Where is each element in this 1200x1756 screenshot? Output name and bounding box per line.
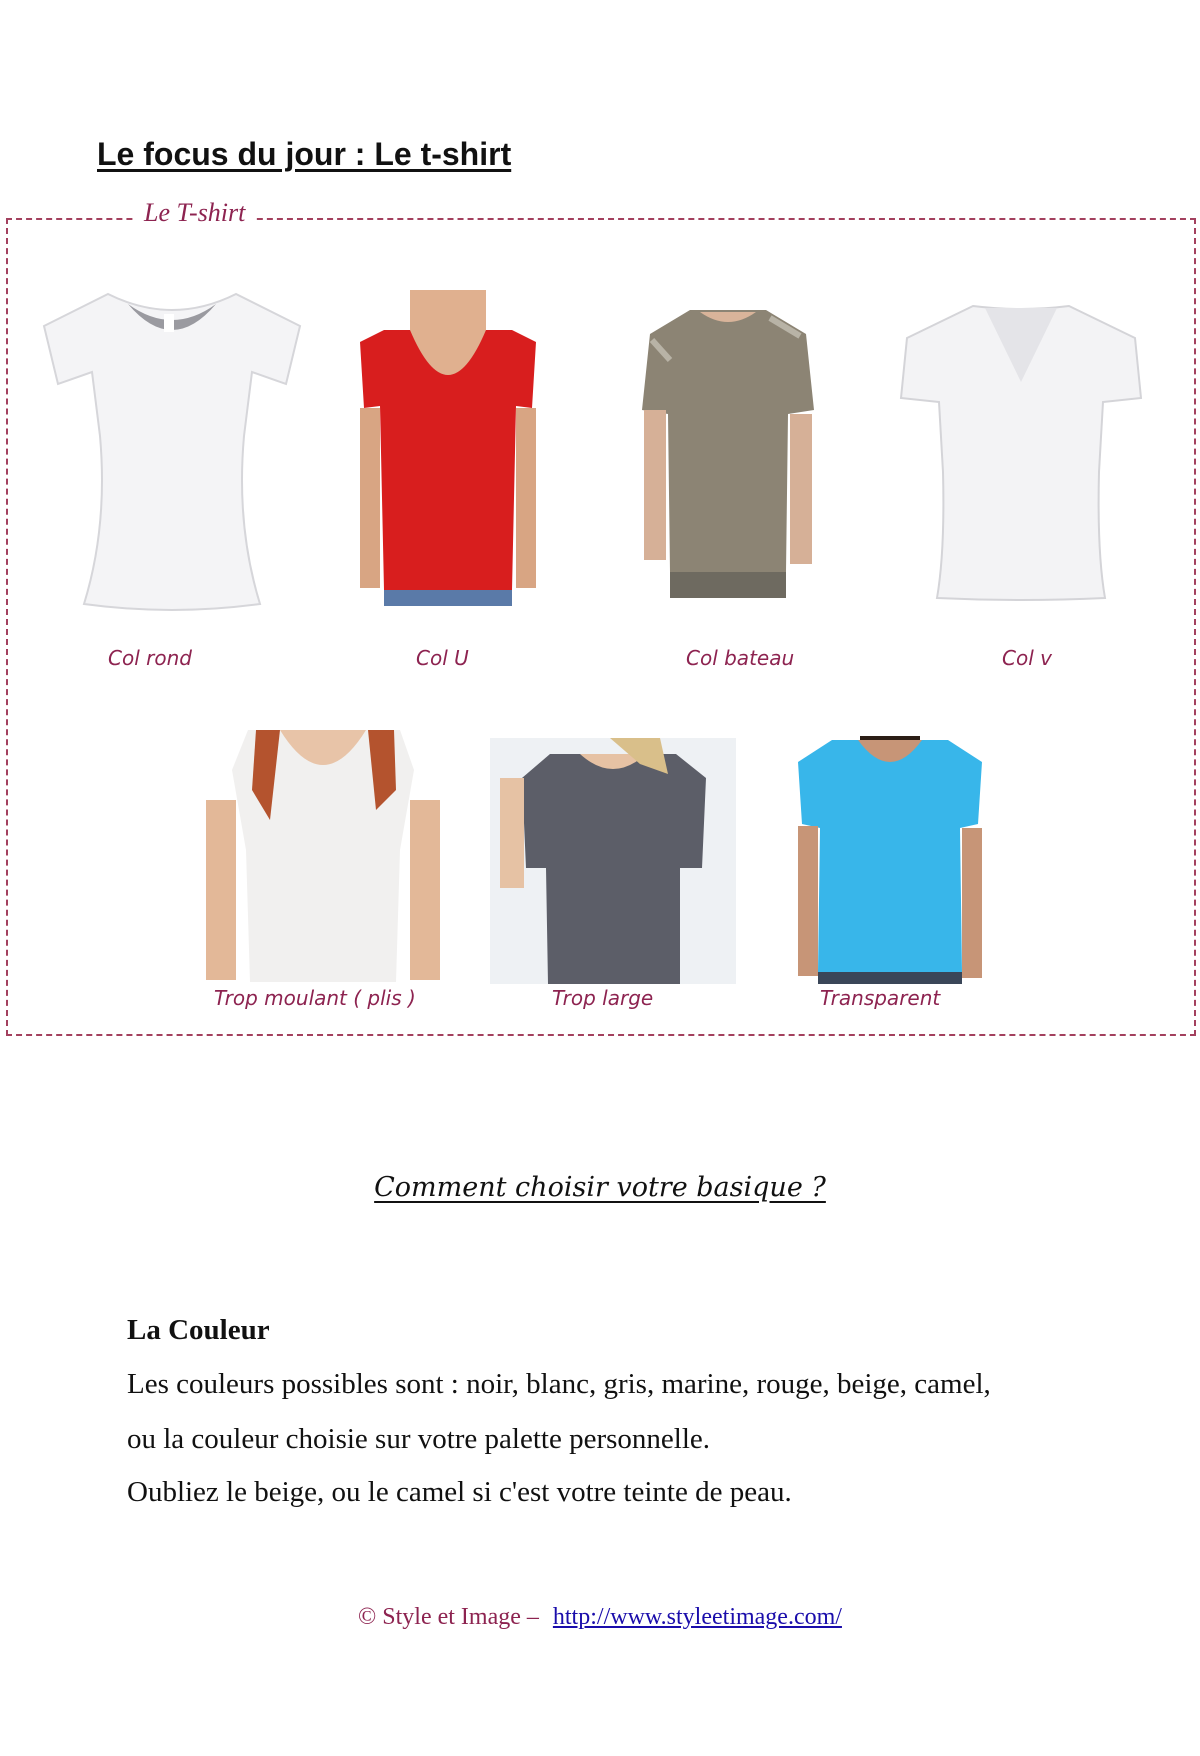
- photo-trop-large: [490, 738, 736, 984]
- photo-col-rond: [38, 286, 306, 614]
- paragraph-line: Les couleurs possibles sont : noir, blanc, gris, marine, rouge, beige, camel,: [127, 1368, 991, 1400]
- photo-trop-moulant: [200, 730, 446, 982]
- copyright-text: © Style et Image –: [358, 1604, 539, 1630]
- caption-transparent: Transparent: [820, 986, 941, 1010]
- paragraph-line: Oubliez le beige, ou le camel si c'est votre teinte de peau.: [127, 1476, 792, 1508]
- caption-trop-moulant: Trop moulant ( plis ): [214, 986, 416, 1010]
- page-title: Le focus du jour : Le t-shirt: [97, 136, 512, 172]
- website-link[interactable]: http://www.styleetimage.com/: [552, 1604, 842, 1630]
- photo-col-bateau: [640, 310, 816, 600]
- subsection-heading: La Couleur: [127, 1314, 270, 1346]
- caption-col-rond: Col rond: [108, 646, 192, 670]
- photo-col-v: [895, 302, 1147, 602]
- frame-legend: Le T-shirt: [134, 198, 255, 228]
- section-heading: Comment choisir votre basique ?: [374, 1172, 826, 1203]
- photo-transparent: [790, 736, 990, 986]
- caption-trop-large: Trop large: [552, 986, 654, 1010]
- footer: [0, 1604, 1200, 1631]
- paragraph-line: ou la couleur choisie sur votre palette personnelle.: [127, 1423, 711, 1455]
- caption-col-bateau: Col bateau: [686, 646, 795, 670]
- photo-col-u: [350, 290, 546, 608]
- caption-col-u: Col U: [416, 646, 469, 670]
- caption-col-v: Col v: [1002, 646, 1052, 670]
